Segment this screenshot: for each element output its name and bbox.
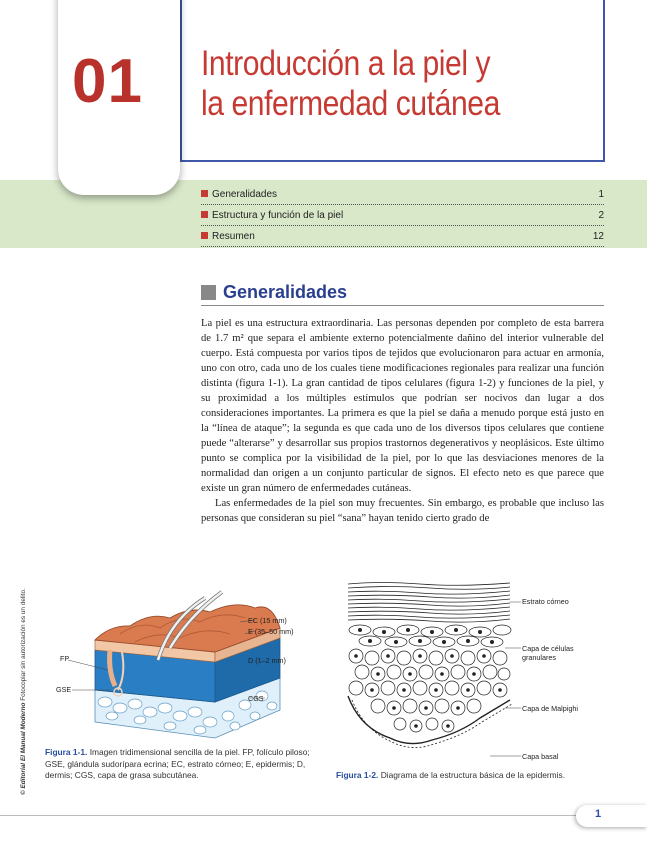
paragraph: La piel es una estructura extraordinaria. Las personas dependen por completo de esta barrera de 1.7 m² que separa el ambiente externo potencialmente dañino del interior vulnerable del cuerpo. Está compuesta por varios tipos de tejidos que evolucionaron para actuar en armonía, uno con otro, cada uno de los cuales tiene modificaciones regionales para realizar una función distinta (figura 1-1). La gran cantidad de tipos celulares (figura 1-2) y funciones de la piel, y su proximidad a los múltiples estímulos que podrían ser nocivos dan lugar a dos consideraciones importantes. La primera es que la piel se daña a menudo porque está justo en la “línea de ataque”; la segunda es que cada uno de los diversos tipos celulares que contiene puede “alterarse” y desarrollar sus propios trastornos degenerativos y neoplásicos. Este último punto se complica por la visibilidad de la piel, por lo que las desviaciones menores de la normalidad dan origen a un conjunto particular de signos. El efecto neto es que parece que existe un gran número de enfermedades cutáneas.	[201, 318, 604, 494]
label-fp: FP	[60, 654, 70, 663]
toc-item-page: 12	[592, 230, 604, 242]
stratum-corneum	[348, 583, 510, 623]
page-number: 1	[595, 808, 602, 820]
toc-item[interactable]	[201, 226, 604, 247]
figure-skin-3d	[40, 590, 330, 740]
copyright-notice	[20, 588, 27, 795]
toc-item-page: 1	[598, 188, 604, 200]
label-d: D (1–2 mm)	[248, 656, 286, 665]
figure2-caption-text: Diagrama de la estructura básica de la epidermis.	[380, 770, 566, 780]
body-text	[201, 316, 604, 526]
label-basal: Capa basal	[522, 752, 559, 761]
figure1-caption	[45, 747, 310, 782]
toc-item[interactable]	[201, 184, 604, 205]
chapter-title-line2: la enfermedad cutánea	[201, 84, 500, 123]
toc-item-page: 2	[598, 209, 604, 221]
figure1-caption-label: Figura 1-1.	[45, 747, 88, 757]
label-granular-2: granulares	[522, 653, 556, 662]
chapter-number: 01	[72, 47, 143, 116]
paragraph: Las enfermedades de la piel son muy frecuentes. Sin embargo, es probable que incluso las personas que consideran su piel “sana” hayan tenido cierto grado de	[201, 498, 604, 524]
label-cgs: CGS	[248, 694, 264, 703]
epidermis-illustration	[340, 578, 610, 768]
figure2-caption-label: Figura 1-2.	[336, 770, 379, 780]
label-granular-1: Capa de células	[522, 644, 574, 653]
copyright-brand: © Editorial El Manual Moderno	[20, 702, 27, 795]
section-heading-text: Generalidades	[223, 282, 348, 302]
section-heading	[201, 282, 604, 306]
copyright-text: Fotocopiar sin autorización es un delito.	[20, 588, 27, 701]
table-of-contents	[201, 184, 604, 247]
label-malpighi: Capa de Malpighi	[522, 704, 578, 713]
page-number-tab	[576, 805, 647, 827]
label-e: E (35–50 mm)	[248, 627, 294, 636]
chapter-title	[201, 44, 500, 124]
figure1-caption-text: Imagen tridimensional sencilla de la piel. FP, folículo piloso; GSE, glándula sudorípara ecrina; EC, estrato córneo; E, epidermis; D, dermis; CGS, capa de grasa subcutánea.	[45, 747, 310, 780]
toc-item-label: Estructura y función de la piel	[212, 209, 344, 221]
heading-square-icon	[201, 285, 216, 300]
label-ec: EC (15 mm)	[248, 616, 287, 625]
figure-epidermis	[340, 578, 610, 768]
footer-rule	[0, 815, 576, 816]
granular-layer	[349, 625, 511, 647]
label-stratum-corneum: Estrato córneo	[522, 597, 569, 606]
bullet-square-icon	[201, 211, 208, 218]
toc-item-label: Resumen	[212, 230, 255, 242]
toc-item-label: Generalidades	[212, 188, 278, 200]
figure2-caption	[336, 770, 576, 782]
bullet-square-icon	[201, 232, 208, 239]
bullet-square-icon	[201, 190, 208, 197]
toc-item[interactable]	[201, 205, 604, 226]
chapter-title-line1: Introducción a la piel y	[201, 44, 491, 83]
label-gse: GSE	[56, 685, 72, 694]
skin-block-illustration	[40, 590, 330, 740]
